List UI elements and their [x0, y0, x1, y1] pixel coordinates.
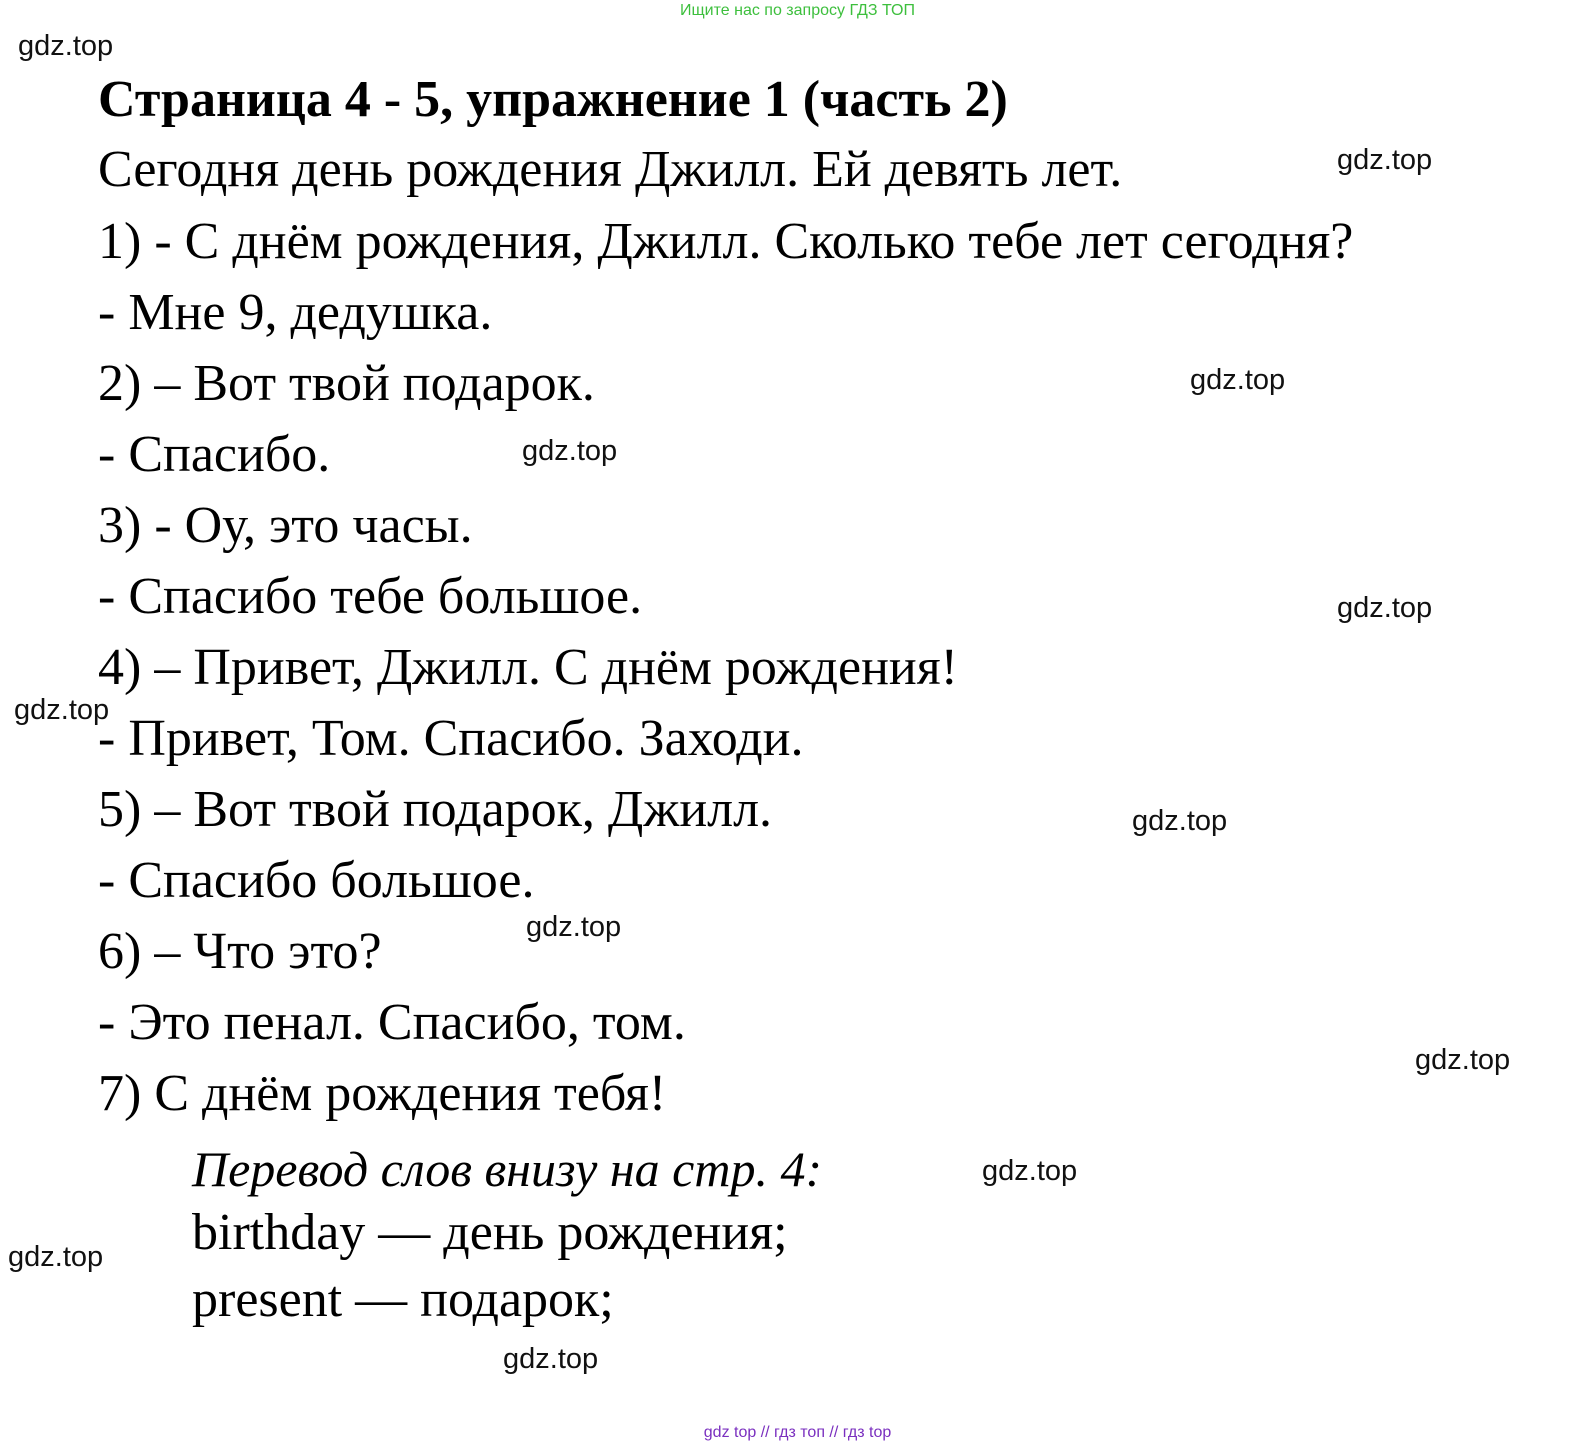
watermark: gdz.top: [522, 435, 618, 467]
watermark: gdz.top: [1132, 805, 1228, 837]
vocab-heading: Перевод слов внизу на стр. 4:: [192, 1141, 823, 1197]
page-title: Страница 4 - 5, упражнение 1 (часть 2): [98, 71, 1008, 128]
watermark: gdz.top: [526, 911, 622, 943]
top-banner: Ищите нас по запросу ГДЗ ТОП: [680, 2, 915, 19]
watermark: gdz.top: [1415, 1044, 1511, 1076]
dialogue-line-11: 6) – Что это?: [98, 923, 382, 980]
dialogue-line-1: 1) - С днём рождения, Джилл. Сколько тебе лет сегодня?: [98, 213, 1354, 270]
watermark: gdz.top: [1337, 592, 1433, 624]
watermark: gdz.top: [18, 30, 114, 62]
watermark: gdz.top: [14, 694, 110, 726]
intro-line: Сегодня день рождения Джилл. Ей девять лет.: [98, 141, 1123, 198]
dialogue-line-4: - Спасибо.: [98, 426, 331, 483]
dialogue-line-9: 5) – Вот твой подарок, Джилл.: [98, 781, 773, 838]
watermark: gdz.top: [982, 1155, 1078, 1187]
vocab-item-birthday: birthday — день рождения;: [192, 1204, 788, 1261]
watermark: gdz.top: [503, 1343, 599, 1375]
watermark: gdz.top: [1337, 144, 1433, 176]
footer-links: gdz top // гдз топ // гдз top: [703, 1424, 892, 1441]
dialogue-line-3: 2) – Вот твой подарок.: [98, 355, 595, 412]
dialogue-line-6: - Спасибо тебе большое.: [98, 568, 643, 625]
dialogue-line-7: 4) – Привет, Джилл. С днём рождения!: [98, 639, 958, 696]
dialogue-line-13: 7) С днём рождения тебя!: [98, 1065, 667, 1122]
dialogue-line-12: - Это пенал. Спасибо, том.: [98, 994, 686, 1051]
watermark: gdz.top: [1190, 364, 1286, 396]
dialogue-line-8: - Привет, Том. Спасибо. Заходи.: [98, 710, 804, 767]
dialogue-line-5: 3) - Оу, это часы.: [98, 497, 473, 554]
watermark: gdz.top: [8, 1241, 104, 1273]
vocab-item-present: present — подарок;: [192, 1271, 614, 1328]
dialogue-line-2: - Мне 9, дедушка.: [98, 284, 493, 341]
dialogue-line-10: - Спасибо большое.: [98, 852, 535, 909]
